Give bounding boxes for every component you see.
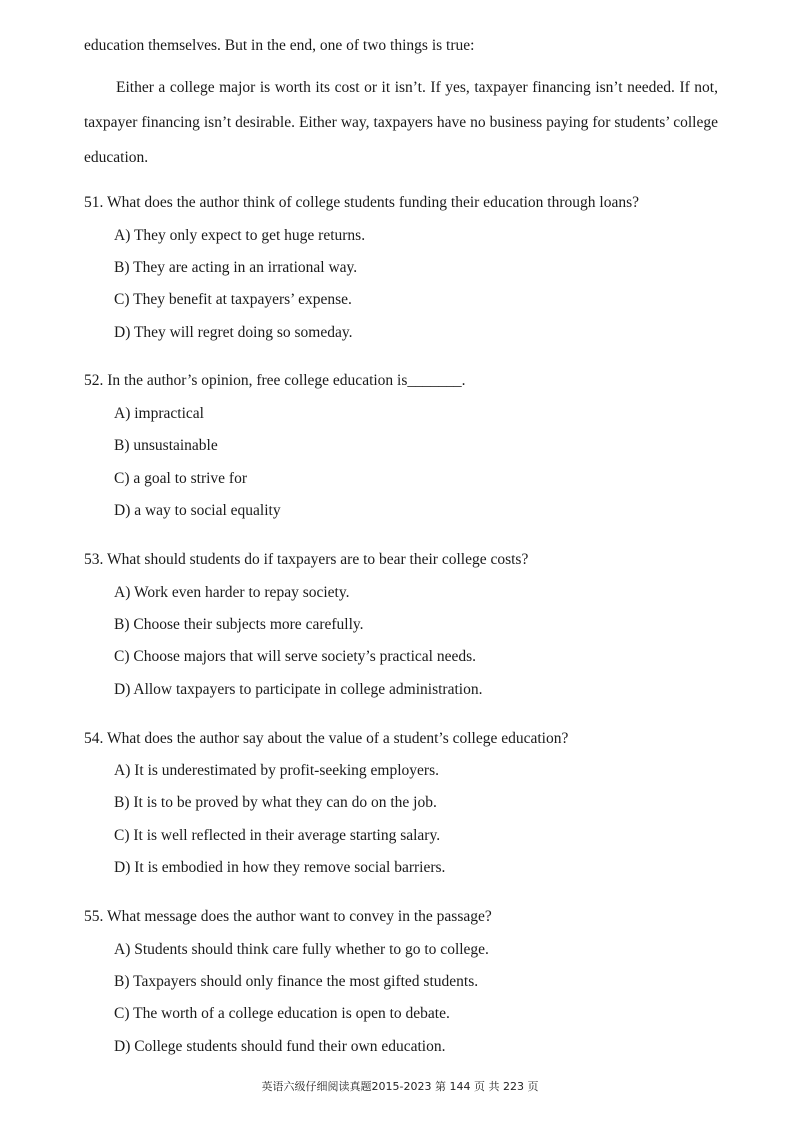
question-52-option-b: B) unsustainable xyxy=(114,437,218,454)
question-54-option-c: C) It is well reflected in their average starting salary. xyxy=(114,827,441,844)
question-53-option-c: C) Choose majors that will serve society’s practical needs. xyxy=(114,648,477,665)
question-52-option-c: C) a goal to strive for xyxy=(114,470,248,487)
question-55-option-d: D) College students should fund their own education. xyxy=(114,1038,446,1055)
question-52-option-d: D) a way to social equality xyxy=(114,502,281,519)
question-51-option-b: B) They are acting in an irrational way. xyxy=(114,259,358,276)
question-55-stem: 55. What message does the author want to convey in the passage? xyxy=(84,908,492,925)
question-51-option-c: C) They benefit at taxpayers’ expense. xyxy=(114,291,352,308)
question-52-stem: 52. In the author’s opinion, free college education is_______. xyxy=(84,372,466,389)
question-54-option-a: A) It is underestimated by profit-seeking employers. xyxy=(114,762,439,779)
passage-paragraph: Either a college major is worth its cost or it isn’t. If yes, taxpayer financing isn’t needed. If not, taxpayer financing isn’t desirable. Either way, taxpayers have no business paying for students’ college education. xyxy=(84,79,718,166)
question-53-option-d: D) Allow taxpayers to participate in college administration. xyxy=(114,681,483,698)
question-54-stem: 54. What does the author say about the value of a student’s college education? xyxy=(84,730,569,747)
question-53-option-a: A) Work even harder to repay society. xyxy=(114,584,350,601)
question-54-option-d: D) It is embodied in how they remove social barriers. xyxy=(114,859,446,876)
question-51-stem: 51. What does the author think of college students funding their education through loans? xyxy=(84,194,640,211)
question-53-option-b: B) Choose their subjects more carefully. xyxy=(114,616,364,633)
question-53-stem: 53. What should students do if taxpayers are to bear their college costs? xyxy=(84,551,529,568)
question-55-option-c: C) The worth of a college education is open to debate. xyxy=(114,1005,450,1022)
question-52-option-a: A) impractical xyxy=(114,405,204,422)
question-55-option-b: B) Taxpayers should only finance the most gifted students. xyxy=(114,973,479,990)
question-51-option-a: A) They only expect to get huge returns. xyxy=(114,227,366,244)
question-55-option-a: A) Students should think care fully whether to go to college. xyxy=(114,941,489,958)
page-footer: 英语六级仔细阅读真题2015-2023 第 144 页 共 223 页 xyxy=(261,1080,539,1093)
passage-line: education themselves. But in the end, one of two things is true: xyxy=(84,37,475,54)
question-54-option-b: B) It is to be proved by what they can do on the job. xyxy=(114,794,437,811)
question-51-option-d: D) They will regret doing so someday. xyxy=(114,324,353,341)
